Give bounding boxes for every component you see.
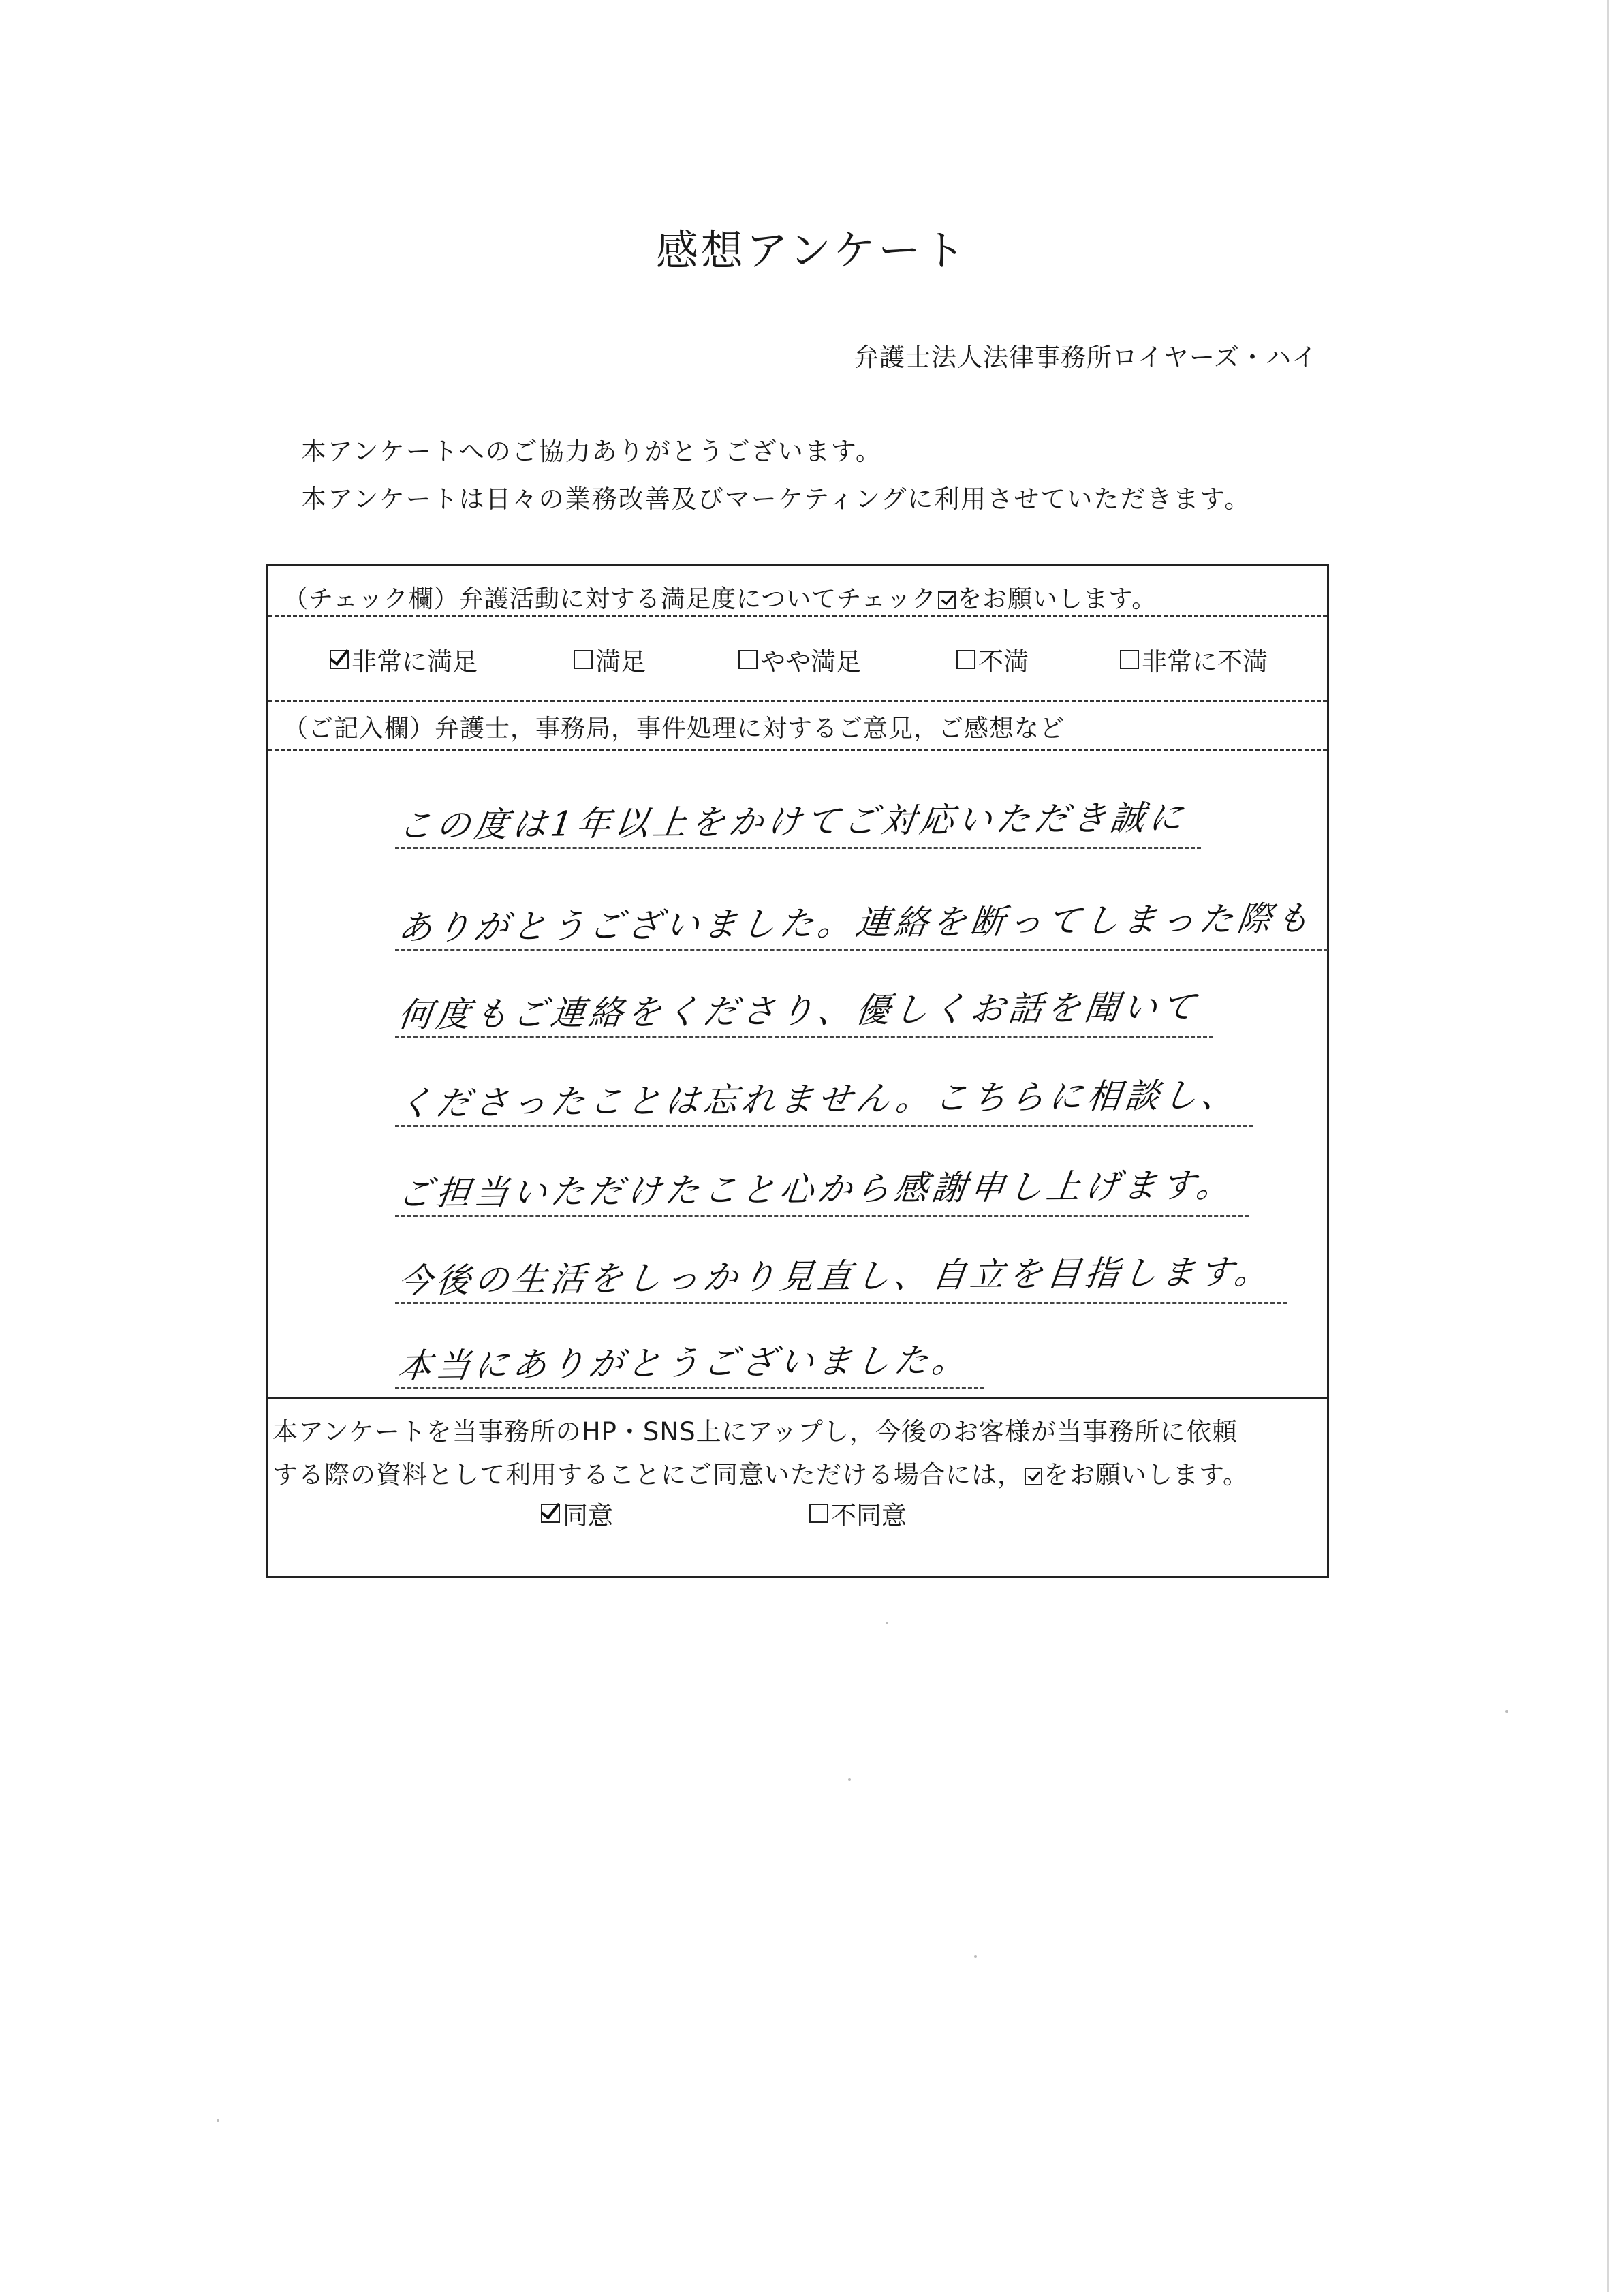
- option-label: 満足: [595, 647, 646, 677]
- consent-line-2: [272, 1454, 1249, 1491]
- handwritten-line: ご担当いただけたこと心から感謝申し上げます。: [395, 1165, 1238, 1214]
- option-very-dissatisfied[interactable]: [1120, 641, 1268, 678]
- checkbox-checked-icon[interactable]: [330, 650, 349, 669]
- divider-dashed: [268, 615, 1327, 617]
- divider-dashed: [268, 700, 1327, 702]
- check-header-text: （チェック欄）弁護活動に対する満足度についてチェック: [283, 585, 937, 613]
- checkbox-icon[interactable]: [574, 650, 593, 669]
- agree-label: 同意: [563, 1501, 613, 1530]
- scan-speck: [848, 1778, 851, 1781]
- divider-dashed: [268, 749, 1327, 751]
- intro-line-1: 本アンケートへのご協力ありがとうございます。: [301, 437, 882, 466]
- comment-section-header: （ご記入欄）弁護士，事務局，事件処理に対するご意見，ご感想など: [283, 715, 1065, 743]
- organization-name: 弁護士法人法律事務所ロイヤーズ・ハイ: [853, 343, 1317, 372]
- intro-line-2: 本アンケートは日々の業務改善及びマーケティングに利用させていただきます。: [301, 484, 1251, 514]
- handwritten-line: この度は1年以上をかけてご対応いただき誠に: [395, 797, 1190, 846]
- option-label: 不満: [978, 647, 1029, 677]
- handwritten-line: くださったことは忘れません。こちらに相談し、: [395, 1075, 1243, 1124]
- agree-option[interactable]: [541, 1495, 613, 1532]
- option-label: 非常に満足: [352, 647, 478, 677]
- scan-speck: [217, 2119, 219, 2122]
- consent-suffix: をお願いします。: [1044, 1460, 1249, 1489]
- handwritten-line: ありがとうございました。連絡を断ってしまった際も: [395, 898, 1317, 948]
- checkbox-icon[interactable]: [956, 650, 975, 669]
- option-very-satisfied[interactable]: [330, 641, 478, 678]
- divider-solid: [268, 1397, 1327, 1399]
- scan-speck: [974, 1955, 977, 1958]
- handwritten-line: 今後の生活をしっかり見直し、自立を目指します。: [395, 1252, 1276, 1301]
- checkbox-checked-icon[interactable]: [541, 1504, 560, 1523]
- consent-line-1: 本アンケートを当事務所のHP・SNS上にアップし，今後のお客様が当事務所に依頼: [272, 1417, 1238, 1446]
- handwritten-line: 何度もご連絡をくださり、優しくお話を聞いて: [395, 987, 1202, 1036]
- check-header-suffix: をお願いします。: [957, 585, 1157, 613]
- checkmark-box-icon: [938, 591, 956, 609]
- option-somewhat-satisfied[interactable]: [738, 641, 861, 678]
- check-section-header: [283, 580, 1157, 615]
- scan-speck: [1505, 1710, 1508, 1713]
- option-label: やや満足: [760, 647, 861, 677]
- consent-text: する際の資料として利用することにご同意いただける場合には，: [272, 1460, 1023, 1489]
- disagree-option[interactable]: [809, 1495, 907, 1532]
- scan-edge: [1607, 0, 1609, 2292]
- checkbox-icon[interactable]: [738, 650, 758, 669]
- scan-speck: [886, 1622, 888, 1624]
- checkbox-icon[interactable]: [1120, 650, 1139, 669]
- disagree-label: 不同意: [831, 1501, 907, 1530]
- handwritten-line: 本当にありがとうございました。: [399, 1339, 971, 1380]
- option-satisfied[interactable]: [574, 641, 646, 678]
- checkmark-box-icon: [1025, 1468, 1042, 1485]
- option-label: 非常に不満: [1142, 647, 1268, 677]
- option-dissatisfied[interactable]: [956, 641, 1029, 678]
- checkbox-icon[interactable]: [809, 1504, 828, 1523]
- page-title: 感想アンケート: [655, 226, 969, 275]
